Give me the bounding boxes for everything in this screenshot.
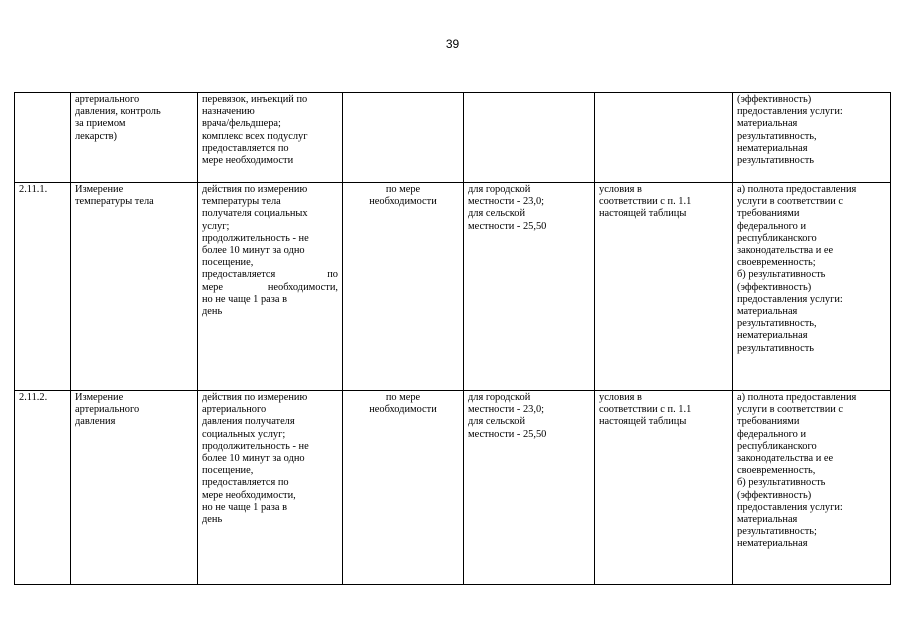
text-line: действия по измерению: [202, 184, 308, 195]
cell-service-content: [198, 183, 343, 391]
text-line: законодательства и ее: [737, 453, 834, 465]
text-line: продолжительность - не: [202, 232, 309, 244]
text-line: республиканского: [737, 440, 817, 452]
text-line: законодательства и ее: [737, 245, 834, 257]
text-line: а) полнота предоставления: [737, 184, 857, 195]
text-line: своевременность;: [737, 257, 816, 269]
table-row: [15, 391, 891, 585]
text-line: предоставляется по: [202, 142, 289, 154]
text-line: предоставления услуги:: [737, 106, 843, 118]
text-line: б) результативность: [737, 477, 826, 489]
text-line: соответствии с п. 1.1: [599, 196, 692, 208]
text-line: федерального и: [737, 220, 807, 232]
text-line: мере необходимости: [202, 155, 294, 167]
page-number: 39: [445, 37, 460, 51]
text-line: предоставляется по: [202, 269, 338, 281]
text-line: условия в: [599, 392, 642, 403]
cell-service-name: [71, 391, 198, 585]
text-line: но не чаще 1 раза в: [202, 293, 287, 305]
text-line: продолжительность - не: [202, 440, 309, 452]
text-line: давления: [75, 416, 116, 428]
text-line: необходимости: [369, 196, 437, 208]
text-line: (эффективность): [737, 94, 812, 105]
cell-number: [15, 391, 71, 585]
text-line: предоставления услуги:: [737, 293, 843, 305]
text-line: республиканского: [737, 232, 817, 244]
text-line: перевязок, инъекций по: [202, 94, 308, 105]
text-line: посещение,: [202, 465, 254, 477]
text-line: давления, контроль: [75, 106, 161, 118]
text-line: социальных услуг;: [202, 428, 286, 440]
text-line: день: [202, 514, 223, 526]
cell-indicators: [733, 93, 891, 183]
text-line: но не чаще 1 раза в: [202, 501, 287, 513]
cell-number: [15, 183, 71, 391]
text-line: б) результативность: [737, 269, 826, 281]
cell-service-content: [198, 93, 343, 183]
text-line: нематериальная: [737, 142, 808, 154]
text-line: материальная: [737, 514, 798, 526]
cell-period: [343, 391, 464, 585]
text-line: материальная: [737, 306, 798, 318]
text-line: мере необходимости,: [202, 489, 296, 501]
cell-tariff: [464, 391, 595, 585]
text-line: местности - 23,0;: [468, 404, 545, 416]
text-line: день: [202, 306, 223, 318]
text-line: получателя социальных: [202, 208, 308, 220]
text-line: услуги в соответствии с: [737, 196, 844, 208]
text-line: нематериальная: [737, 538, 808, 550]
text-line: условия в: [599, 184, 642, 195]
cell-service-content: [198, 391, 343, 585]
services-table: [14, 92, 891, 585]
text-line: артериального: [75, 94, 140, 105]
text-line: действия по измерению: [202, 392, 308, 403]
text-line: результативность: [737, 155, 815, 167]
cell-tariff: [464, 183, 595, 391]
cell-conditions: [595, 93, 733, 183]
text-line: артериального: [75, 404, 140, 416]
text-line: для городской: [468, 184, 531, 195]
text-line: лекарств): [75, 130, 118, 142]
text-line: предоставляется по: [202, 477, 289, 489]
text-line: для сельской: [468, 208, 526, 220]
text-line: давления получателя: [202, 416, 295, 428]
cell-conditions: [595, 391, 733, 585]
text-line: для городской: [468, 392, 531, 403]
text-line: (эффективность): [737, 489, 812, 501]
text-line: посещение,: [202, 257, 254, 269]
text-line: температуры тела: [75, 196, 154, 208]
cell-period: [343, 183, 464, 391]
text-line: своевременность,: [737, 465, 816, 477]
text-line: Измерение: [75, 392, 124, 403]
text-line: результативность;: [737, 526, 817, 538]
text-line: местности - 25,50: [468, 220, 547, 232]
text-line: настоящей таблицы: [599, 208, 687, 220]
text-line: нематериальная: [737, 330, 808, 342]
text-line: требованиями: [737, 208, 800, 220]
cell-period: [343, 93, 464, 183]
text-line: артериального: [202, 404, 267, 416]
text-line: местности - 25,50: [468, 428, 547, 440]
text-line: результативность,: [737, 130, 817, 142]
cell-service-name: [71, 183, 198, 391]
text-line: предоставления услуги:: [737, 501, 843, 513]
row-number: 2.11.2.: [19, 392, 48, 403]
table-row: [15, 183, 891, 391]
text-line: настоящей таблицы: [599, 416, 687, 428]
text-line: за приемом: [75, 118, 126, 130]
text-line: (эффективность): [737, 281, 812, 293]
text-line: необходимости: [369, 404, 437, 416]
text-line: а) полнота предоставления: [737, 392, 857, 403]
text-line: результативность: [737, 342, 815, 354]
text-line: врача/фельдшера;: [202, 118, 281, 130]
text-line: более 10 минут за одно: [202, 245, 305, 257]
cell-indicators: [733, 183, 891, 391]
cell-indicators: [733, 391, 891, 585]
text-line: местности - 23,0;: [468, 196, 545, 208]
text-line: материальная: [737, 118, 798, 130]
text-line: услуг;: [202, 220, 230, 232]
text-line: для сельской: [468, 416, 526, 428]
text-line: более 10 минут за одно: [202, 453, 305, 465]
table-row: [15, 93, 891, 183]
text-line: мере необходимости,: [202, 281, 338, 293]
text-line: услуги в соответствии с: [737, 404, 844, 416]
text-line: по мере: [385, 184, 421, 195]
text-line: комплекс всех подуслуг: [202, 130, 308, 142]
row-number: 2.11.1.: [19, 184, 48, 195]
text-line: федерального и: [737, 428, 807, 440]
cell-conditions: [595, 183, 733, 391]
cell-tariff: [464, 93, 595, 183]
cell-service-name: [71, 93, 198, 183]
text-line: соответствии с п. 1.1: [599, 404, 692, 416]
text-line: требованиями: [737, 416, 800, 428]
text-line: результативность,: [737, 318, 817, 330]
text-line: Измерение: [75, 184, 124, 195]
text-line: температуры тела: [202, 196, 281, 208]
cell-number: [15, 93, 71, 183]
text-line: назначению: [202, 106, 255, 118]
text-line: по мере: [385, 392, 421, 403]
